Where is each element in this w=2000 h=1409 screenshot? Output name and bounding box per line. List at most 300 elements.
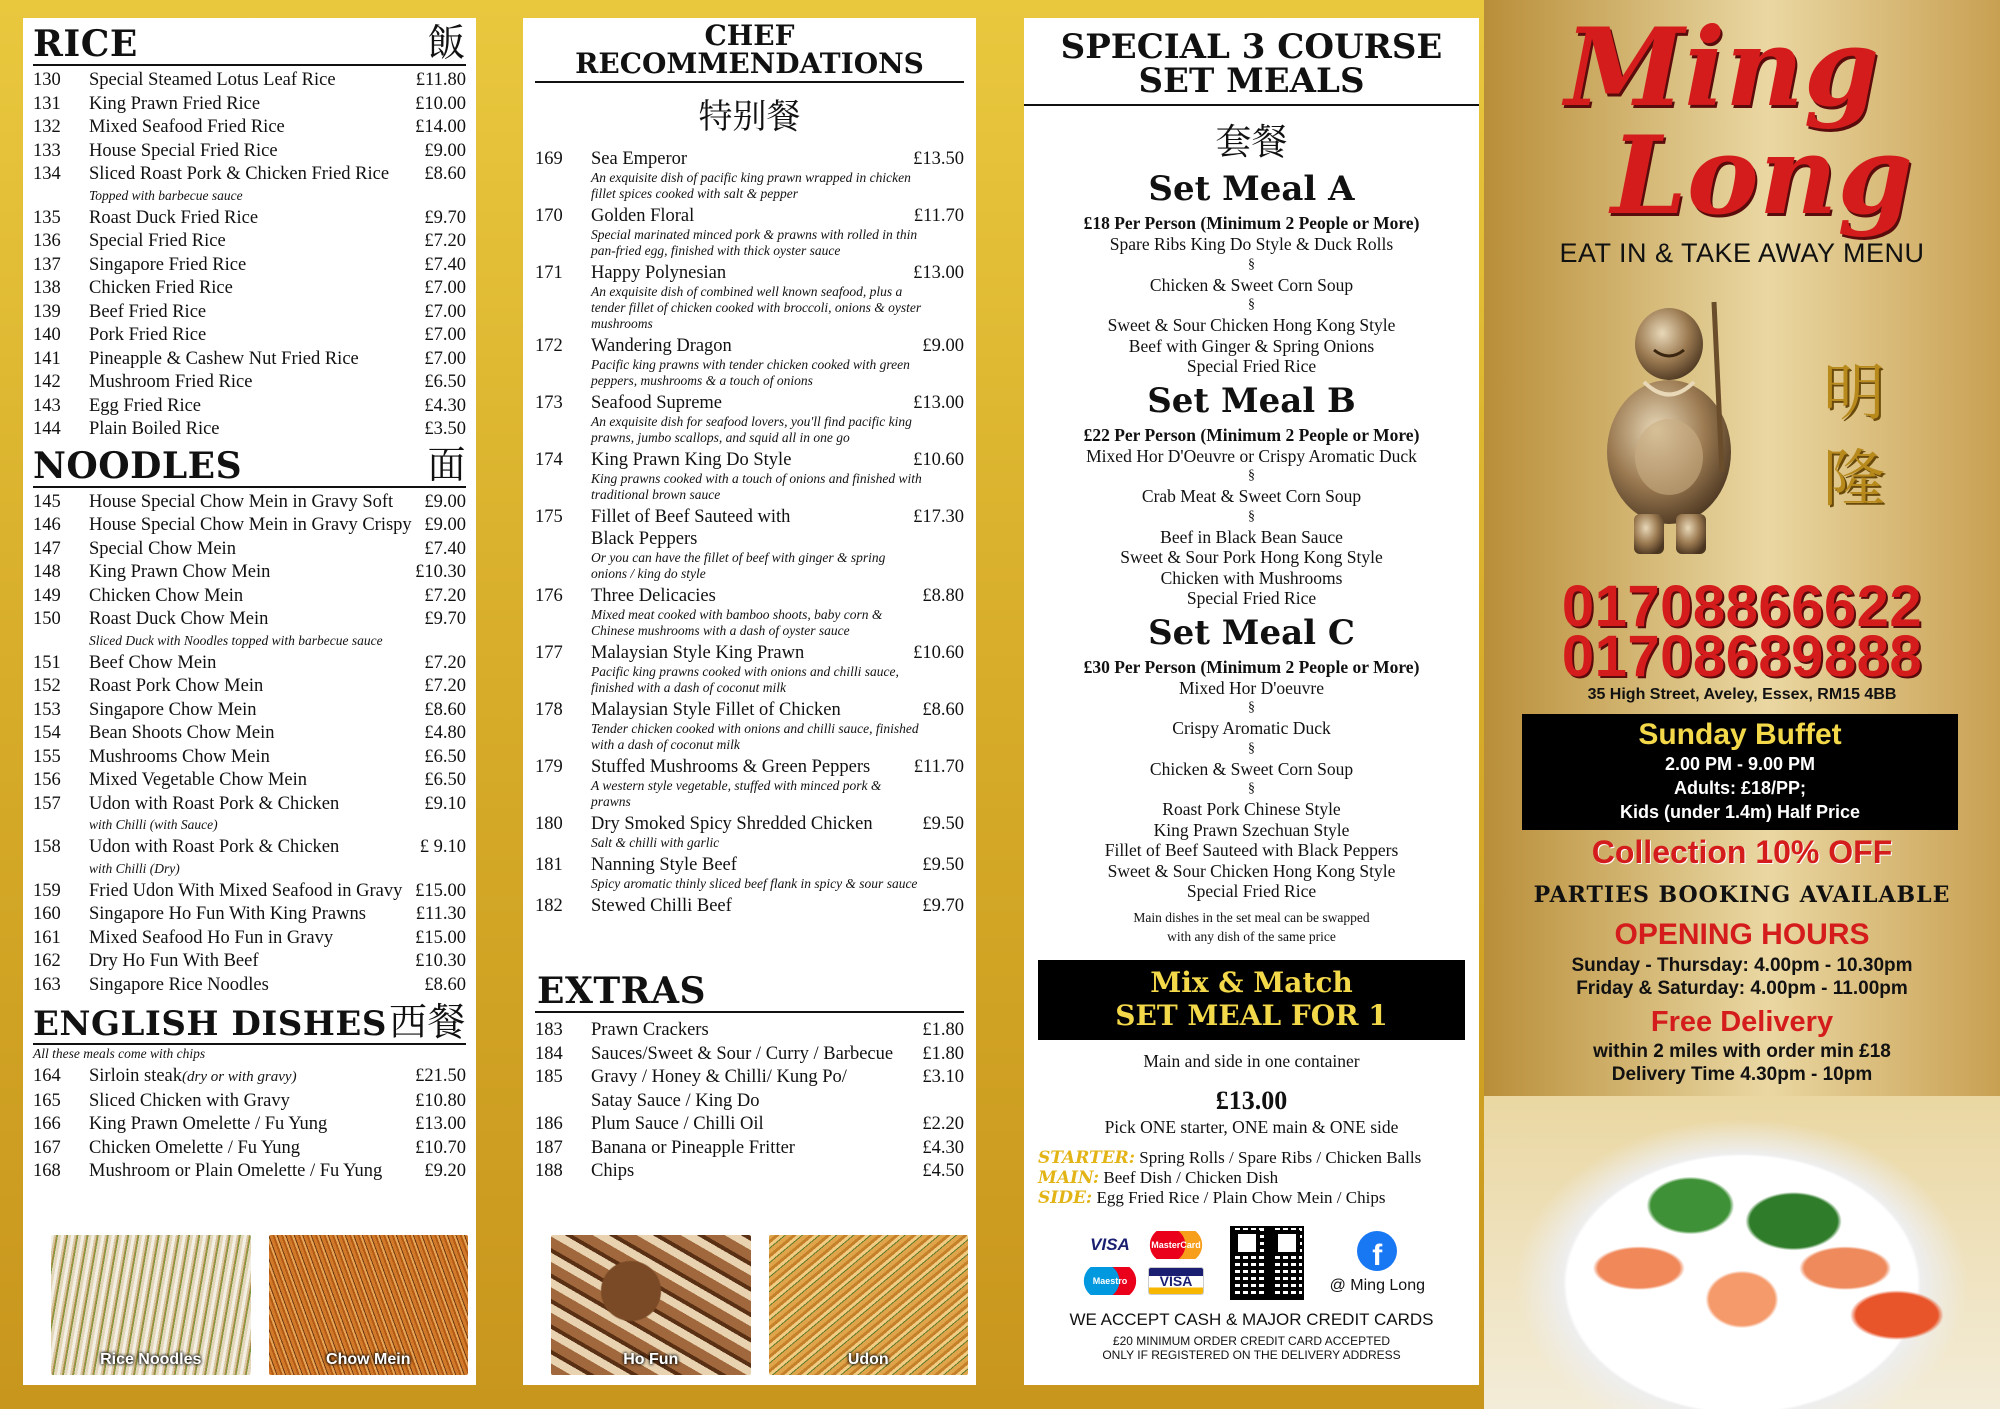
menu-panel-set-meals xyxy=(1024,18,1479,1385)
item-description: Spicy aromatic thinly sliced beef flank in spicy & sour sauce xyxy=(591,876,918,891)
course-dish: Roast Pork Chinese Style xyxy=(1162,799,1341,819)
menu-item[interactable] xyxy=(535,262,964,332)
qr-code-icon[interactable] xyxy=(1230,1226,1304,1300)
menu-item[interactable] xyxy=(33,880,466,904)
set-meal-name: Set Meal B xyxy=(1147,380,1356,421)
menu-item[interactable] xyxy=(33,538,466,562)
item-name-text: Banana or Pineapple Fritter xyxy=(591,1137,795,1158)
item-name xyxy=(591,1113,922,1137)
menu-item-row xyxy=(535,1066,964,1090)
item-name xyxy=(591,895,922,917)
item-number: 157 xyxy=(33,793,61,814)
mix-options xyxy=(1038,1148,1465,1208)
delivery-time: Delivery Time 4.30pm - 10pm xyxy=(1611,1064,1873,1085)
menu-item-row xyxy=(33,950,466,974)
photo-ho-fun xyxy=(551,1235,751,1375)
menu-item[interactable] xyxy=(535,335,964,389)
item-number: 138 xyxy=(33,278,61,298)
item-price: £4.30 xyxy=(424,395,466,416)
menu-item-row xyxy=(33,1113,466,1137)
item-note: with Chilli (with Sauce) xyxy=(89,817,218,832)
item-price: £9.10 xyxy=(424,793,466,814)
accept-cards-text: WE ACCEPT CASH & MAJOR CREDIT CARDS xyxy=(1069,1309,1434,1329)
photo-caption: Rice Noodles xyxy=(100,1351,202,1368)
menu-item[interactable] xyxy=(33,163,466,204)
item-name-text: King Prawn King Do Style xyxy=(591,450,792,470)
set-meal-price: £22 Per Person (Minimum 2 People or More) xyxy=(1083,424,1420,445)
card-min-note-1: £20 MINIMUM ORDER CREDIT CARD ACCEPTED xyxy=(1112,1333,1391,1348)
mix-match-banner xyxy=(1038,960,1465,1040)
item-number: 145 xyxy=(33,491,61,512)
menu-item[interactable] xyxy=(33,277,466,301)
menu-item[interactable] xyxy=(33,140,466,164)
english-list xyxy=(33,1065,466,1184)
item-name xyxy=(89,514,424,538)
item-name xyxy=(89,277,424,301)
menu-item[interactable] xyxy=(535,1137,964,1161)
menu-item[interactable] xyxy=(33,585,466,609)
item-name xyxy=(89,1090,415,1114)
item-price: £6.50 xyxy=(424,746,466,767)
menu-item-row xyxy=(33,1065,466,1090)
menu-item[interactable] xyxy=(33,675,466,699)
item-price: £ 9.10 xyxy=(419,837,466,857)
course-separator: § xyxy=(1248,297,1255,312)
item-name xyxy=(591,205,914,227)
item-number: 136 xyxy=(33,231,61,251)
item-number: 132 xyxy=(33,117,61,137)
item-name xyxy=(89,1113,415,1137)
menu-item[interactable] xyxy=(535,1160,964,1184)
item-name-text: Udon with Roast Pork & Chicken xyxy=(89,793,340,814)
item-price: £10.30 xyxy=(415,562,466,582)
collection-offer: Collection 10% OFF xyxy=(1591,834,1893,870)
item-name-text: Singapore Fried Rice xyxy=(89,254,247,275)
photo-caption: Chow Mein xyxy=(326,1351,411,1368)
item-name-text: Chicken Omelette / Fu Yung xyxy=(89,1137,301,1158)
item-name-text: Dry Ho Fun With Beef xyxy=(89,951,259,971)
item-number: 155 xyxy=(33,746,61,767)
menu-item[interactable] xyxy=(33,1160,466,1184)
item-name xyxy=(89,395,424,419)
menu-item[interactable] xyxy=(33,491,466,515)
noodles-section-header xyxy=(33,442,466,488)
photo-rice-noodles xyxy=(51,1235,251,1375)
menu-item[interactable] xyxy=(33,514,466,538)
photo-caption: Ho Fun xyxy=(623,1351,679,1368)
item-description: Pacific king prawns with tender chicken cooked with green peppers, mushrooms & a touch of onions xyxy=(591,357,910,388)
rice-title: RICE xyxy=(33,23,138,65)
course-dish: Special Fried Rice xyxy=(1186,588,1317,608)
menu-item[interactable] xyxy=(535,1113,964,1137)
menu-item[interactable] xyxy=(33,652,466,676)
course-separator: § xyxy=(1248,781,1255,796)
item-name-text: Nanning Style Beef xyxy=(591,855,737,875)
item-name-text: Sliced Roast Pork & Chicken Fried Rice xyxy=(89,164,390,184)
mix-title-line1: Mix & Match xyxy=(1150,965,1353,999)
item-description: A western style vegetable, stuffed with minced pork & prawns xyxy=(591,778,882,809)
menu-item[interactable] xyxy=(33,1065,466,1090)
rice-list xyxy=(33,69,466,442)
item-name xyxy=(89,93,415,117)
buddha-statue-icon xyxy=(1594,292,1744,562)
card-logos xyxy=(1082,1231,1204,1295)
menu-item[interactable] xyxy=(33,93,466,117)
card-min-note-2: ONLY IF REGISTERED ON THE DELIVERY ADDRESS xyxy=(1102,1347,1401,1362)
item-price: £13.00 xyxy=(415,1114,466,1134)
photo-strip-mid xyxy=(523,1235,976,1385)
item-price: £11.80 xyxy=(415,70,466,90)
menu-item-row xyxy=(33,1160,466,1184)
item-name-text: Roast Duck Chow Mein xyxy=(89,609,269,629)
item-number: 144 xyxy=(33,419,61,439)
item-name xyxy=(591,854,922,876)
item-name xyxy=(89,675,424,699)
item-price: £7.40 xyxy=(424,254,466,275)
item-note: Topped with barbecue sauce xyxy=(89,187,243,203)
menu-item[interactable] xyxy=(535,148,964,202)
facebook-link[interactable] xyxy=(1330,1231,1425,1295)
menu-item[interactable] xyxy=(33,927,466,951)
item-name xyxy=(591,392,913,414)
item-price: £1.80 xyxy=(922,1020,964,1040)
item-price: £13.00 xyxy=(913,263,964,283)
course-dish: Spare Ribs King Do Style & Duck Rolls xyxy=(1109,234,1394,254)
item-name xyxy=(591,813,922,835)
item-number: 163 xyxy=(33,974,61,995)
item-number: 147 xyxy=(33,538,61,559)
item-name xyxy=(89,652,424,676)
photo-chow-mein xyxy=(269,1235,469,1375)
menu-item[interactable] xyxy=(33,1137,466,1161)
item-number: 133 xyxy=(33,140,61,161)
item-number: 182 xyxy=(535,896,563,916)
item-number: 170 xyxy=(535,206,563,226)
menu-item[interactable] xyxy=(33,69,466,93)
item-description: Mixed meat cooked with bamboo shoots, baby corn & Chinese mushrooms with a dash of oyster sauce xyxy=(591,607,883,638)
side-list: Egg Fried Rice / Plain Chow Mein / Chips xyxy=(1092,1187,1386,1207)
menu-item-row xyxy=(535,1043,964,1067)
facebook-handle: @ Ming Long xyxy=(1329,1276,1425,1294)
course-dish: Mixed Hor D'Oeuvre or Crispy Aromatic Duck xyxy=(1086,445,1417,466)
item-price: £9.70 xyxy=(922,896,964,916)
extras-title: EXTRAS xyxy=(537,970,707,1012)
rice-section-header xyxy=(33,21,466,66)
menu-item[interactable] xyxy=(535,585,964,639)
menu-panel-rice-noodles xyxy=(23,18,476,1385)
item-name xyxy=(89,793,424,817)
item-price: £7.20 xyxy=(424,652,466,673)
set-meal-name: Set Meal A xyxy=(1148,169,1355,209)
item-number: 171 xyxy=(535,263,563,283)
item-name xyxy=(591,1043,922,1067)
menu-item-row xyxy=(33,140,466,164)
item-price: £7.00 xyxy=(424,325,466,345)
item-name xyxy=(591,262,913,284)
item-number: 169 xyxy=(535,149,563,169)
item-name xyxy=(89,418,424,442)
item-price: £8.60 xyxy=(922,700,964,720)
menu-item[interactable] xyxy=(33,769,466,793)
menu-item-row xyxy=(535,1160,964,1184)
item-price: £11.70 xyxy=(913,757,964,777)
item-name xyxy=(89,254,424,278)
item-name xyxy=(591,1160,922,1184)
item-price: £9.50 xyxy=(922,855,964,875)
item-price: £7.20 xyxy=(424,231,466,251)
item-name-text: Chicken Chow Mein xyxy=(89,585,244,606)
cover-panel xyxy=(1484,0,2000,1409)
buffet-title: Sunday Buffet xyxy=(1638,718,1842,751)
item-name-text: Sirloin steak xyxy=(89,1066,183,1086)
menu-item-row xyxy=(33,207,466,231)
menu-item-row xyxy=(33,793,466,817)
item-price: £15.00 xyxy=(415,880,466,901)
menu-item-row xyxy=(535,1019,964,1043)
tagline: EAT IN & TAKE AWAY MENU xyxy=(1559,238,1925,268)
menu-item-row xyxy=(535,205,964,227)
item-number: 143 xyxy=(33,395,61,416)
item-price: £7.00 xyxy=(424,301,466,322)
item-name-text: Special Fried Rice xyxy=(89,231,226,251)
item-name-text: Egg Fried Rice xyxy=(89,395,202,416)
item-number: 154 xyxy=(33,723,61,743)
food-photo-stir-fry xyxy=(1484,1096,2000,1409)
item-number: 161 xyxy=(33,927,61,948)
item-number: 139 xyxy=(33,301,61,322)
set-meal-block xyxy=(1038,381,1465,609)
menu-item[interactable] xyxy=(33,371,466,395)
item-number: 134 xyxy=(33,164,61,184)
menu-item[interactable] xyxy=(535,205,964,259)
course-dish: Special Fried Rice xyxy=(1186,881,1317,901)
item-name xyxy=(89,116,415,140)
item-price: £8.60 xyxy=(424,164,466,184)
item-number: 135 xyxy=(33,207,61,228)
menu-item[interactable] xyxy=(33,324,466,348)
item-name xyxy=(591,1019,922,1043)
menu-item[interactable] xyxy=(33,903,466,927)
item-price: £9.20 xyxy=(424,1161,466,1181)
menu-item[interactable] xyxy=(535,813,964,851)
menu-item[interactable] xyxy=(33,746,466,770)
item-name xyxy=(591,449,913,471)
menu-item[interactable] xyxy=(535,854,964,892)
mix-pick: Pick ONE starter, ONE main & ONE side xyxy=(1104,1116,1399,1137)
item-name xyxy=(591,1137,922,1161)
item-name-text: Fried Udon With Mixed Seafood in Gravy xyxy=(89,880,403,901)
chef-list xyxy=(535,148,964,917)
item-name xyxy=(89,230,424,254)
menu-item[interactable] xyxy=(535,1019,964,1043)
menu-item[interactable] xyxy=(33,699,466,723)
item-number: 152 xyxy=(33,676,61,696)
item-price: £10.30 xyxy=(415,951,466,971)
menu-item[interactable] xyxy=(33,207,466,231)
item-number: 168 xyxy=(33,1161,61,1181)
item-name-text: Beef Fried Rice xyxy=(89,301,207,322)
menu-item[interactable] xyxy=(33,301,466,325)
item-name-text: Mixed Vegetable Chow Mein xyxy=(89,770,308,790)
menu-item[interactable] xyxy=(535,895,964,917)
menu-item-row xyxy=(33,880,466,904)
item-name-line-2: Satay Sauce / King Do xyxy=(591,1090,760,1111)
chef-title-chinese: 特别餐 xyxy=(698,97,801,137)
item-description: Salt & chilli with garlic xyxy=(591,835,720,850)
item-name-text: Mixed Seafood Fried Rice xyxy=(89,117,285,137)
item-name-text: Sliced Chicken with Gravy xyxy=(89,1090,290,1111)
item-name xyxy=(591,148,913,170)
menu-item-row xyxy=(33,1137,466,1161)
menu-item-row-2 xyxy=(535,528,964,550)
opening-hours-weekdays: Sunday - Thursday: 4.00pm - 10.30pm xyxy=(1571,955,1913,976)
facebook-icon: f xyxy=(1357,1231,1397,1271)
item-name-text: Wandering Dragon xyxy=(591,336,732,356)
payment-row xyxy=(1038,1226,1465,1300)
menu-item[interactable] xyxy=(33,254,466,278)
item-number: 149 xyxy=(33,585,61,606)
menu-item-row xyxy=(535,1137,964,1161)
item-description: Special marinated minced pork & prawns with rolled in thin pan-fried egg, finished with thick oyster sauce xyxy=(591,227,918,258)
item-number: 148 xyxy=(33,562,61,582)
menu-item-row xyxy=(33,514,466,538)
item-number: 150 xyxy=(33,609,61,629)
item-name-text: Malaysian Style Fillet of Chicken xyxy=(591,700,841,720)
item-name-text: Mushroom Fried Rice xyxy=(89,372,253,392)
side-label: SIDE: xyxy=(1038,1187,1093,1208)
item-name-text: King Prawn Fried Rice xyxy=(89,93,261,114)
item-note: Sliced Duck with Noodles topped with barbecue sauce xyxy=(89,632,383,648)
item-price: £10.60 xyxy=(913,450,964,470)
item-number: 185 xyxy=(535,1067,563,1087)
menu-item[interactable] xyxy=(33,608,466,649)
item-name xyxy=(89,769,424,793)
course-dish: Chicken with Mushrooms xyxy=(1160,567,1343,588)
menu-item[interactable] xyxy=(33,230,466,254)
set-meals-title-chinese: 套餐 xyxy=(1215,122,1288,163)
menu-item-row xyxy=(33,974,466,998)
menu-item[interactable] xyxy=(33,950,466,974)
menu-item[interactable] xyxy=(33,836,466,877)
visa-electron-logo-icon: VISA xyxy=(1148,1267,1204,1295)
menu-item-row xyxy=(535,335,964,357)
item-name-text: Special Chow Mein xyxy=(89,538,236,559)
item-number: 146 xyxy=(33,515,61,535)
menu-item-row xyxy=(33,585,466,609)
course-dish: Beef in Black Bean Sauce xyxy=(1160,526,1343,547)
buffet-time: 2.00 PM - 9.00 PM xyxy=(1664,754,1816,774)
menu-item-row xyxy=(33,395,466,419)
item-name-text: Special Steamed Lotus Leaf Rice xyxy=(89,70,336,90)
menu-item[interactable] xyxy=(33,722,466,746)
menu-item-row xyxy=(33,722,466,746)
logo-ming: Ming xyxy=(1564,5,1880,131)
rice-title-chinese: 飯 xyxy=(427,21,466,65)
menu-item[interactable] xyxy=(33,116,466,140)
item-number: 151 xyxy=(33,652,61,673)
item-name xyxy=(89,538,424,562)
item-name xyxy=(591,1066,922,1090)
menu-item[interactable] xyxy=(33,974,466,998)
menu-item[interactable] xyxy=(33,793,466,834)
menu-item-row xyxy=(535,262,964,284)
item-name xyxy=(89,699,424,723)
item-number: 153 xyxy=(33,699,61,720)
menu-item-row xyxy=(535,1113,964,1137)
menu-item[interactable] xyxy=(535,756,964,810)
phone-number-1[interactable]: 01708866622 xyxy=(1561,574,1923,639)
menu-item[interactable] xyxy=(535,699,964,753)
menu-item[interactable] xyxy=(535,506,964,582)
item-description: An exquisite dish for seafood lovers, you'll find pacific king prawns, jumbo scallops, and squid all in one go xyxy=(591,414,912,445)
item-name xyxy=(89,585,424,609)
course-separator: § xyxy=(1248,256,1255,272)
item-number: 131 xyxy=(33,93,61,114)
item-number: 173 xyxy=(535,393,563,413)
item-price: £15.00 xyxy=(415,927,466,948)
mix-title-line2: SET MEAL FOR 1 xyxy=(1115,998,1388,1032)
item-name xyxy=(89,950,415,974)
phone-number-2[interactable]: 01708689888 xyxy=(1561,624,1923,689)
item-price: £17.30 xyxy=(913,507,964,527)
item-number: 187 xyxy=(535,1137,563,1158)
menu-item[interactable] xyxy=(33,395,466,419)
menu-item-row xyxy=(33,538,466,562)
chinese-name-char-2: 隆 xyxy=(1822,442,1885,515)
course-dish: Chicken & Sweet Corn Soup xyxy=(1149,274,1354,295)
item-price: £13.00 xyxy=(913,393,964,413)
buffet-kids: Kids (under 1.4m) Half Price xyxy=(1619,802,1861,822)
item-name xyxy=(591,335,922,357)
menu-item-row xyxy=(33,491,466,515)
item-name-text: Sauces/Sweet & Sour / Curry / Barbecue xyxy=(591,1043,894,1064)
menu-item-row xyxy=(535,813,964,835)
item-name-text: Seafood Supreme xyxy=(591,393,723,413)
menu-item[interactable] xyxy=(535,1043,964,1067)
item-number: 176 xyxy=(535,586,563,606)
menu-item[interactable] xyxy=(535,1066,964,1113)
item-name-text: Beef Chow Mein xyxy=(89,652,217,673)
item-name-text: Mushrooms Chow Mein xyxy=(89,746,270,767)
item-name-text: King Prawn Chow Mein xyxy=(89,562,271,582)
item-name xyxy=(89,561,415,585)
menu-item[interactable] xyxy=(33,348,466,372)
item-name-text: Pork Fried Rice xyxy=(89,325,207,345)
mix-price: £13.00 xyxy=(1215,1085,1288,1115)
menu-item[interactable] xyxy=(33,418,466,442)
item-name xyxy=(89,371,424,395)
menu-item-row xyxy=(33,769,466,793)
menu-item-row xyxy=(33,69,466,93)
menu-item-row xyxy=(33,836,466,860)
menu-item[interactable] xyxy=(535,642,964,696)
item-name-text: Chips xyxy=(591,1161,635,1181)
menu-item-row xyxy=(33,1090,466,1114)
item-name-text: Mushroom or Plain Omelette / Fu Yung xyxy=(89,1161,383,1181)
menu-item[interactable] xyxy=(535,449,964,503)
course-dish: Sweet & Sour Chicken Hong Kong Style xyxy=(1107,860,1396,881)
set-meal-price: £30 Per Person (Minimum 2 People or More) xyxy=(1083,656,1420,677)
item-name-text: Stewed Chilli Beef xyxy=(591,896,732,916)
logo-long: Long xyxy=(1610,113,1913,239)
menu-item[interactable] xyxy=(535,392,964,446)
item-name-suffix: (dry or with gravy) xyxy=(182,1069,297,1085)
menu-item[interactable] xyxy=(33,1090,466,1114)
item-price: £8.60 xyxy=(424,974,466,995)
menu-item[interactable] xyxy=(33,1113,466,1137)
menu-item[interactable] xyxy=(33,561,466,585)
item-number: 172 xyxy=(535,336,563,356)
